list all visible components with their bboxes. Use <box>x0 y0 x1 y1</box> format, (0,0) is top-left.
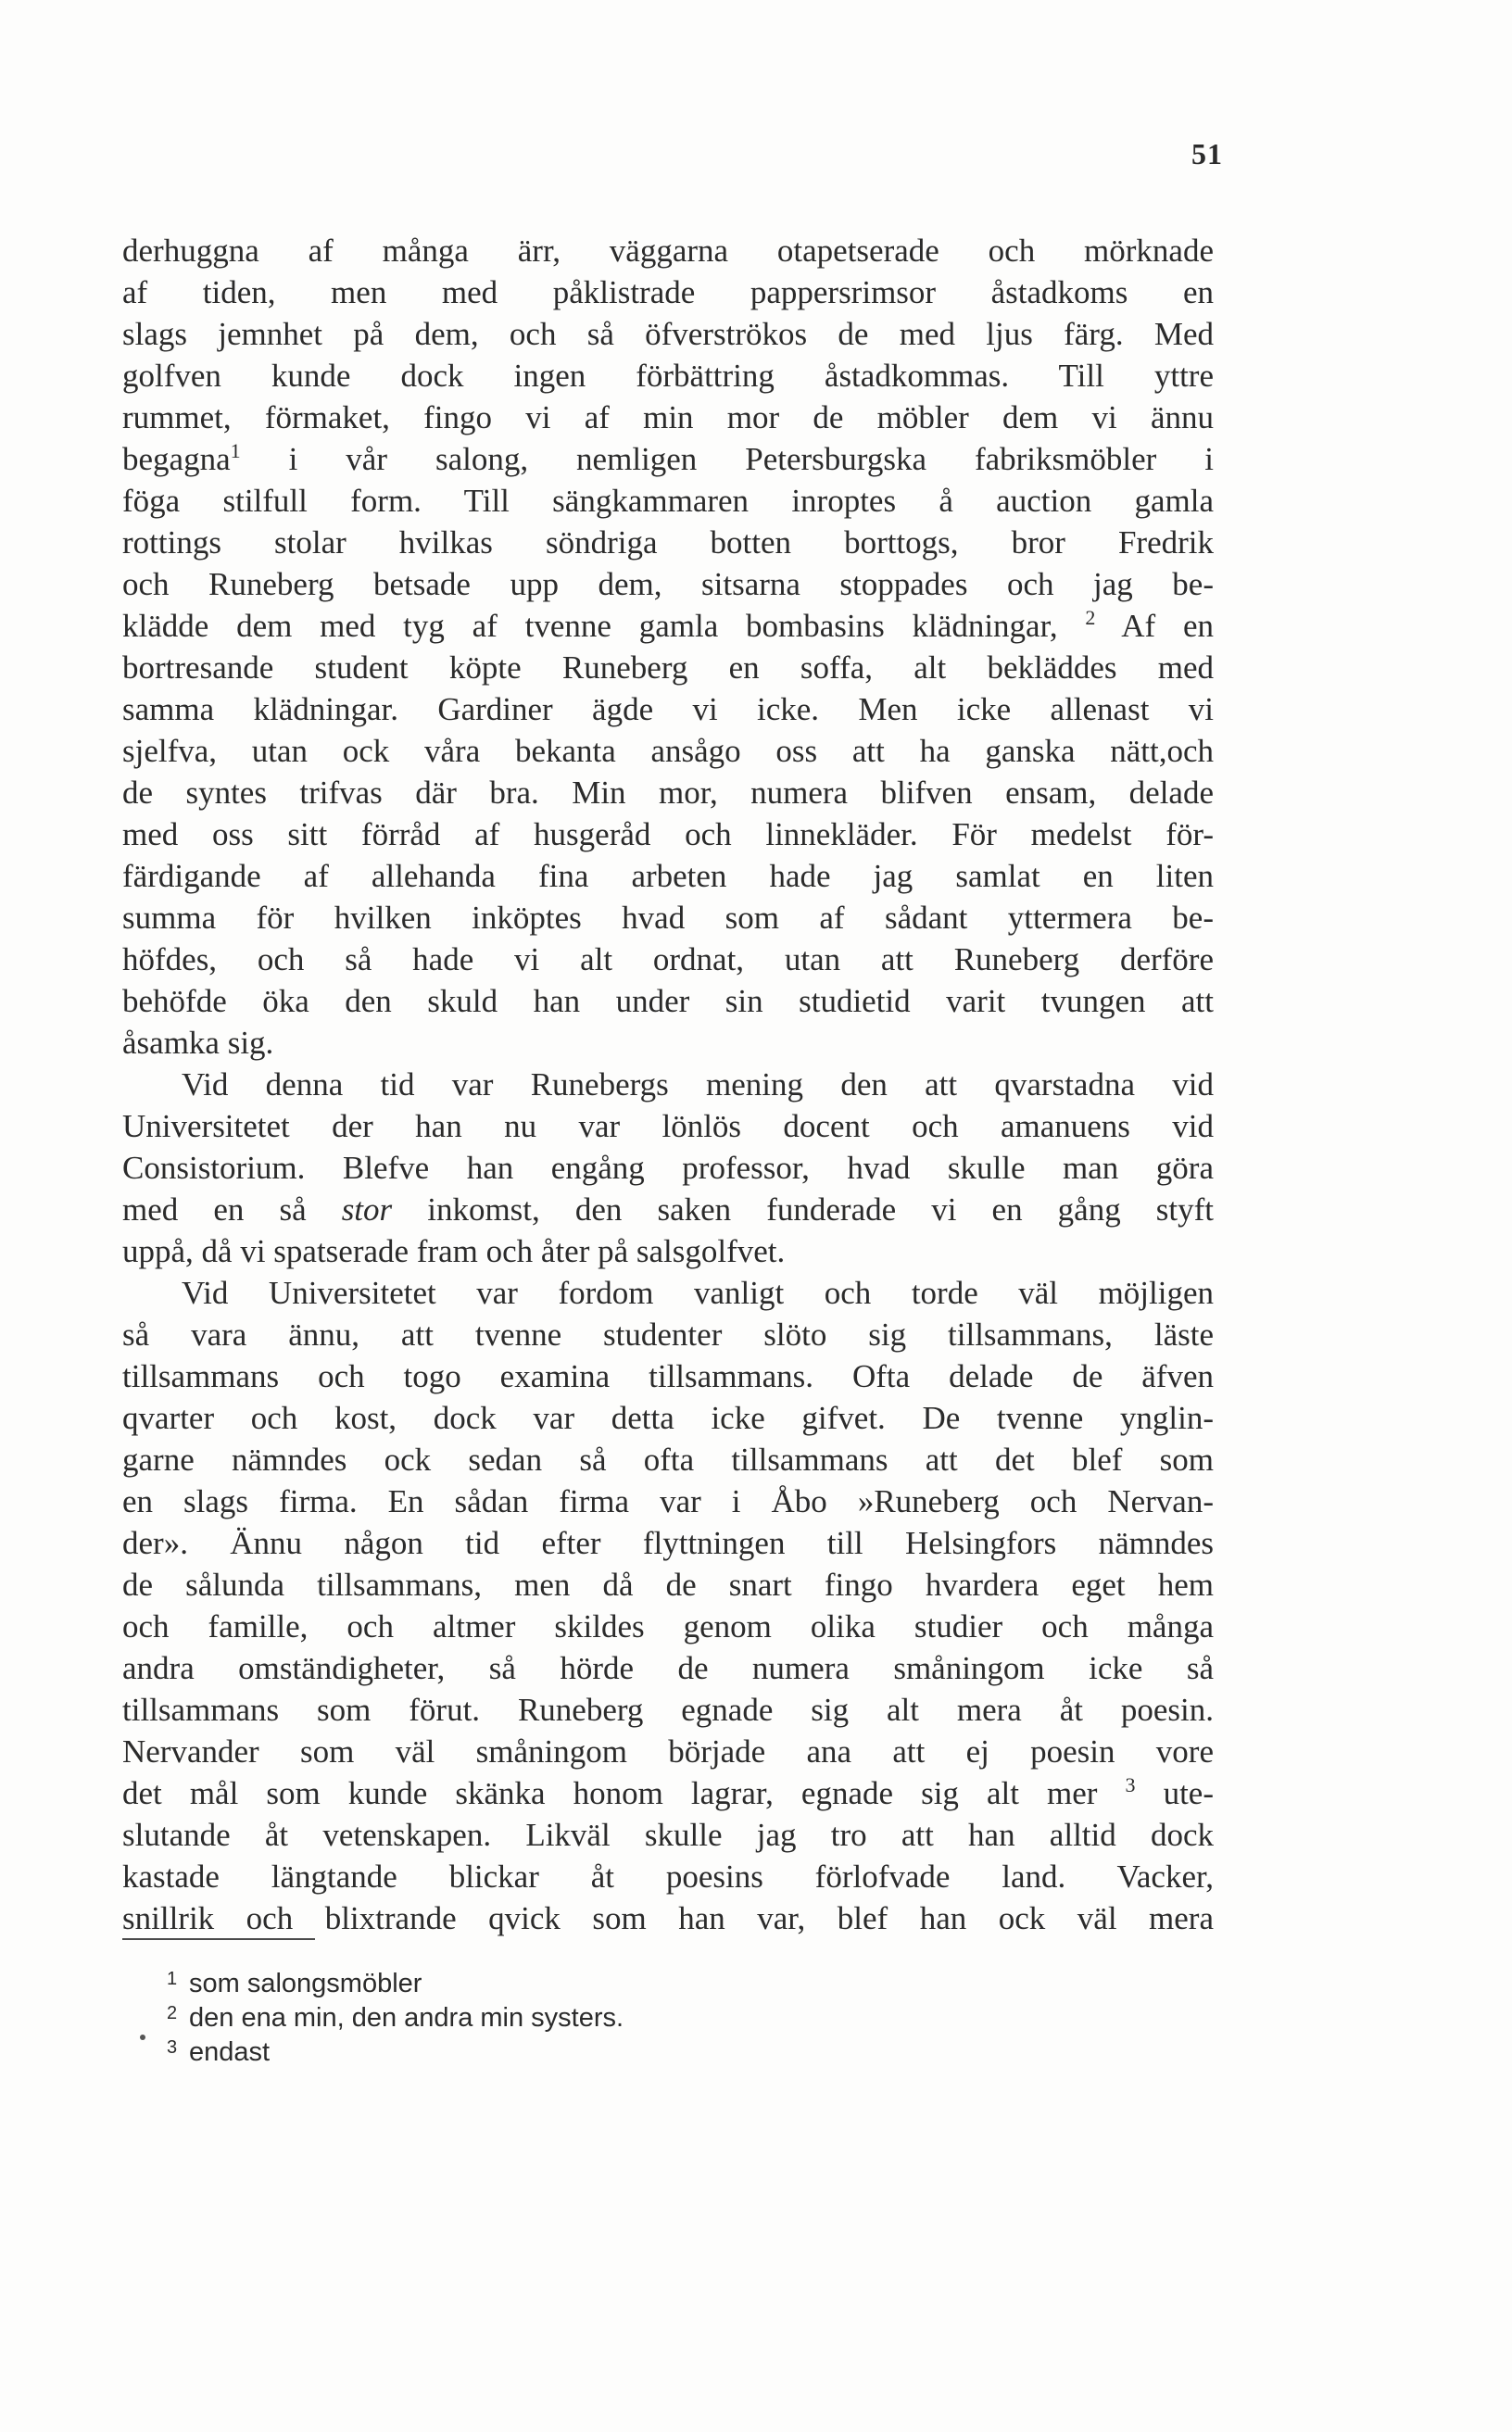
text-segment: uppå, då vi spatserade fram och åter på salsgolfvet. <box>122 1233 786 1269</box>
text-segment: stor <box>341 1191 393 1228</box>
footnote-number: 3 <box>167 2037 178 2058</box>
text-segment: klädde dem med tyg af tvenne gamla bombasins klädningar, <box>122 608 1086 644</box>
text-segment: slutande åt vetenskapen. Likväl skulle jag tro att han alltid dock <box>122 1817 1214 1853</box>
text-segment: Vid denna tid var Runebergs mening den att qvarstadna vid <box>182 1066 1214 1103</box>
text-segment: föga stilfull form. Till sängkammaren inroptes å auction gamla <box>122 483 1214 519</box>
text-line <box>122 1230 1214 1272</box>
text-segment: slags jemnhet på dem, och så öfverströkos de med ljus färg. Med <box>122 316 1214 352</box>
footnote-number: 1 <box>167 1969 178 1989</box>
text-segment: Consistorium. Blefve han engång professor, hvad skulle man göra <box>122 1150 1214 1186</box>
text-line <box>122 730 1214 772</box>
text-segment: och famille, och altmer skildes genom olika studier och många <box>122 1608 1214 1644</box>
text-line <box>122 355 1214 397</box>
text-line <box>122 1064 1214 1105</box>
text-segment: och Runeberg betsade upp dem, sitsarna stoppades och jag be- <box>122 566 1214 602</box>
text-line <box>122 1355 1214 1397</box>
text-segment: de sålunda tillsammans, men då de snart fingo hvardera eget hem <box>122 1567 1214 1603</box>
body-text <box>122 230 1214 1939</box>
text-segment: bortresande student köpte Runeberg en soffa, alt bekläddes med <box>122 649 1214 686</box>
text-line <box>122 1897 1214 1939</box>
text-line <box>122 1731 1214 1772</box>
text-segment: ute- <box>1135 1775 1214 1811</box>
text-line <box>122 897 1214 939</box>
text-segment: andra omständigheter, så hörde de numera småningom icke så <box>122 1650 1214 1686</box>
footnote-rule <box>122 1938 315 1940</box>
text-line <box>122 1814 1214 1856</box>
footnotes <box>167 1962 624 2065</box>
text-line <box>122 772 1214 813</box>
text-line <box>122 313 1214 355</box>
text-line <box>122 1564 1214 1606</box>
text-line <box>122 1147 1214 1189</box>
text-line <box>122 1105 1214 1147</box>
text-segment: Nervander som väl småningom började ana att ej poesin vore <box>122 1733 1214 1770</box>
text-segment: af tiden, men med påklistrade pappersrimsor åstadkoms en <box>122 274 1214 310</box>
text-segment: Universitetet der han nu var lönlös docent och amanuens vid <box>122 1108 1214 1144</box>
text-segment: en slags firma. En sådan firma var i Åbo »Runeberg och Nervan- <box>122 1483 1214 1519</box>
footnote-text: endast <box>189 2037 271 2067</box>
text-line <box>122 1606 1214 1647</box>
print-speck <box>140 2035 145 2040</box>
text-segment: så vara ännu, att tvenne studenter slöto sig tillsammans, läste <box>122 1317 1214 1353</box>
text-segment: sjelfva, utan ock våra bekanta ansågo oss att ha ganska nätt,och <box>122 733 1214 769</box>
text-segment: rummet, förmaket, fingo vi af min mor de möbler dem vi ännu <box>122 399 1214 435</box>
text-segment: Af en <box>1095 608 1214 644</box>
text-segment: färdigande af allehanda fina arbeten hade jag samlat en liten <box>122 858 1214 894</box>
footnote <box>167 1997 624 2031</box>
text-line <box>122 1022 1214 1064</box>
text-line <box>122 605 1214 647</box>
text-segment: i vår salong, nemligen Petersburgska fabriksmöbler i <box>240 441 1214 477</box>
text-segment: golfven kunde dock ingen förbättring åstadkommas. Till yttre <box>122 358 1214 394</box>
text-segment: de syntes trifvas där bra. Min mor, numera blifven ensam, delade <box>122 775 1214 811</box>
text-line <box>122 1772 1214 1814</box>
text-line <box>122 1522 1214 1564</box>
text-line <box>122 271 1214 313</box>
page-number: 51 <box>1191 137 1223 170</box>
text-segment: snillrik och blixtrande qvick som han var, blef han ock väl mera <box>122 1900 1214 1936</box>
text-line <box>122 480 1214 522</box>
text-segment: summa för hvilken inköptes hvad som af sådant yttermera be- <box>122 900 1214 936</box>
footnote <box>167 2031 624 2065</box>
text-line <box>122 397 1214 438</box>
text-line <box>122 1689 1214 1731</box>
text-segment: begagna <box>122 441 231 477</box>
text-segment: Vid Universitetet var fordom vanligt och torde väl möjligen <box>182 1275 1214 1311</box>
text-segment: höfdes, och så hade vi alt ordnat, utan att Runeberg derföre <box>122 941 1214 977</box>
text-line <box>122 855 1214 897</box>
footnote-text: som salongsmöbler <box>189 1969 422 1998</box>
text-segment: derhuggna af många ärr, väggarna otapetserade och mörknade <box>122 233 1214 269</box>
text-line <box>122 1189 1214 1230</box>
text-segment: inkomst, den saken funderade vi en gång styft <box>392 1191 1214 1228</box>
text-segment: samma klädningar. Gardiner ägde vi icke. Men icke allenast vi <box>122 691 1214 727</box>
footnote-reference: 2 <box>1085 606 1096 629</box>
text-line <box>122 1272 1214 1314</box>
text-line <box>122 813 1214 855</box>
text-line <box>122 647 1214 688</box>
text-segment: kastade längtande blickar åt poesins förlofvade land. Vacker, <box>122 1859 1214 1895</box>
text-line <box>122 1314 1214 1355</box>
text-line <box>122 688 1214 730</box>
text-line <box>122 522 1214 563</box>
text-segment: med oss sitt förråd af husgeråd och linnekläder. För medelst för- <box>122 816 1214 852</box>
text-segment: garne nämndes ock sedan så ofta tillsammans att det blef som <box>122 1442 1214 1478</box>
footnote-number: 2 <box>167 2003 178 2023</box>
text-line <box>122 438 1214 480</box>
text-segment: med en så <box>122 1191 342 1228</box>
text-segment: behöfde öka den skuld han under sin studietid varit tvungen att <box>122 983 1214 1019</box>
text-segment: tillsammans och togo examina tillsammans. Ofta delade de äfven <box>122 1358 1214 1394</box>
text-segment: tillsammans som förut. Runeberg egnade sig alt mera åt poesin. <box>122 1692 1214 1728</box>
text-line <box>122 939 1214 980</box>
text-line <box>122 1481 1214 1522</box>
text-segment: det mål som kunde skänka honom lagrar, egnade sig alt mer <box>122 1775 1126 1811</box>
text-line <box>122 1856 1214 1897</box>
text-line <box>122 563 1214 605</box>
text-line <box>122 1397 1214 1439</box>
text-segment: rottings stolar hvilkas söndriga botten borttogs, bror Fredrik <box>122 524 1214 561</box>
footnote-reference: 1 <box>230 439 241 462</box>
text-line <box>122 1439 1214 1481</box>
text-line <box>122 1647 1214 1689</box>
footnote-reference: 3 <box>1125 1773 1136 1796</box>
footnote <box>167 1962 624 1997</box>
footnote-text: den ena min, den andra min systers. <box>189 2003 624 2033</box>
text-segment: qvarter och kost, dock var detta icke gifvet. De tvenne ynglin- <box>122 1400 1214 1436</box>
text-segment: der». Ännu någon tid efter flyttningen till Helsingfors nämndes <box>122 1525 1214 1561</box>
text-segment: åsamka sig. <box>122 1025 274 1061</box>
text-line <box>122 230 1214 271</box>
text-line <box>122 980 1214 1022</box>
